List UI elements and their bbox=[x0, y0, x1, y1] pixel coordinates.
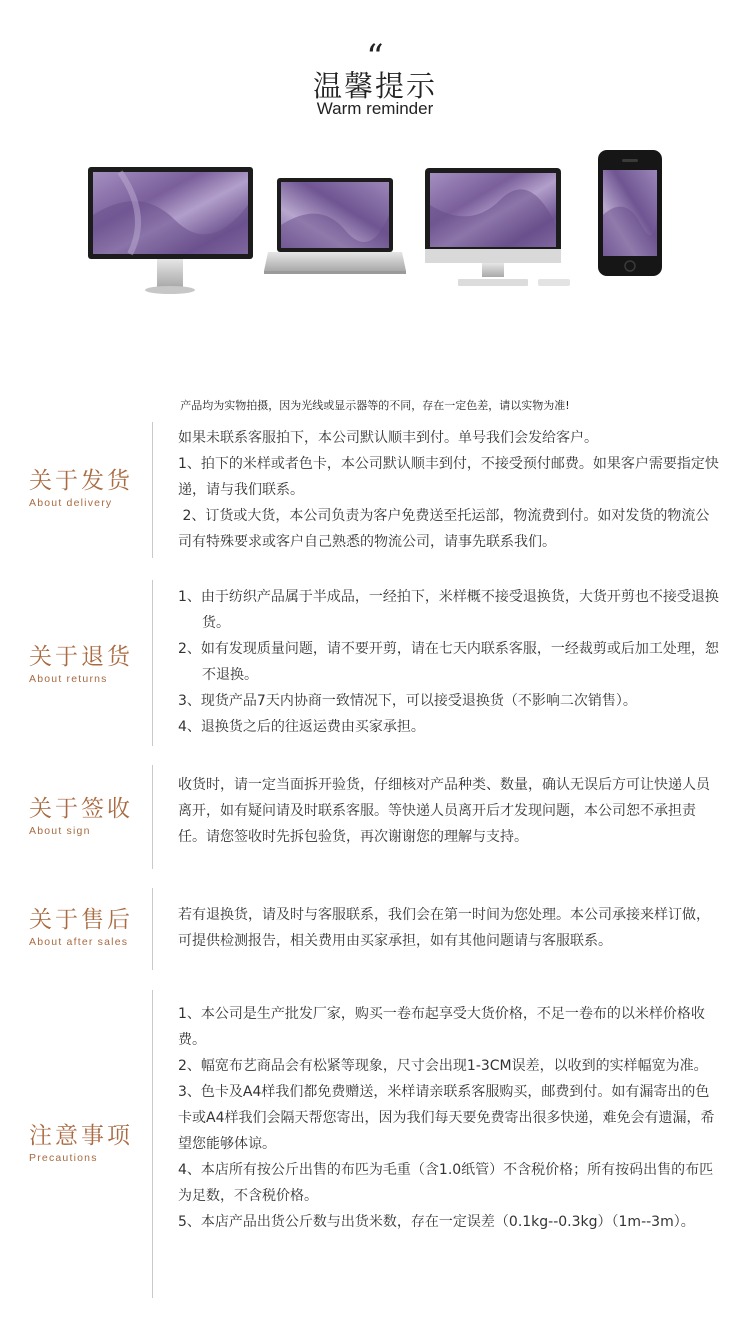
paragraph: 若有退换货，请及时与客服联系，我们会在第一时间为您处理。本公司承接来样订做，可提供检测报告，相关费用由买家承担，如有其他问题请与客服联系。 bbox=[178, 907, 710, 949]
list-item: 4、本店所有按公斤出售的布匹为毛重（含1.0纸管）不含税价格；所有按码出售的布匹为足数，不含税价格。 bbox=[178, 1162, 714, 1204]
list-item: 5、本店产品出货公斤数与出货米数，存在一定误差（0.1kg--0.3kg）（1m--3m）。 bbox=[178, 1214, 695, 1230]
section-title: 关于发货 bbox=[29, 468, 133, 494]
section-title: 注意事项 bbox=[29, 1123, 133, 1149]
section-body bbox=[178, 584, 723, 740]
paragraph: 收货时，请一定当面拆开验货，仔细核对产品种类、数量，确认无误后方可让快递人员离开，如有疑问请及时联系客服。等快递人员离开后才发现问题，本公司恕不承担责任。请您签收时先拆包验货，再次谢谢您的理解与支持。 bbox=[178, 777, 710, 845]
list-item: 3、现货产品7天内协商一致情况下，可以接受退换货（不影响二次销售）。 bbox=[178, 693, 637, 709]
device-illustration bbox=[0, 145, 750, 305]
page-title: 温馨提示 bbox=[312, 69, 437, 103]
quote-mark: “ bbox=[366, 37, 384, 77]
list-item: 2、幅宽布艺商品会有松紧等现象，尺寸会出现1-3CM误差，以收到的实样幅宽为准。 bbox=[178, 1058, 708, 1074]
section-heading bbox=[29, 795, 133, 837]
section-heading bbox=[29, 906, 133, 948]
section-subtitle: Precautions bbox=[29, 1152, 98, 1164]
divider bbox=[152, 990, 153, 1298]
list-item: 3、色卡及A4样我们都免费赠送，米样请亲联系客服购买，邮费到付。如有漏寄出的色卡或A4样我们会隔天帮您寄出，因为我们每天要免费寄出很多快递，难免会有遗漏，希望您能够体谅。 bbox=[178, 1084, 715, 1152]
section-delivery bbox=[0, 420, 750, 560]
section-body bbox=[178, 425, 723, 555]
laptop-icon bbox=[264, 178, 406, 274]
page-subtitle: Warm reminder bbox=[316, 99, 434, 118]
divider bbox=[152, 888, 153, 970]
paragraph: 2、订货或大货，本公司负责为客户免费送至托运部，物流费到付。如对发货的物流公司有特殊要求或客户自己熟悉的物流公司，请事先联系我们。 bbox=[178, 508, 710, 550]
color-disclaimer: 产品均为实物拍摄，因为光线或显示器等的不同，存在一定色差，请以实物为准! bbox=[180, 399, 570, 412]
divider bbox=[152, 422, 153, 558]
list-item: 1、本公司是生产批发厂家，购买一卷布起享受大货价格，不足一卷布的以米样价格收费。 bbox=[178, 1006, 705, 1048]
section-title: 关于退货 bbox=[29, 644, 133, 670]
section-precautions bbox=[0, 990, 750, 1300]
section-heading bbox=[29, 467, 133, 509]
divider bbox=[152, 765, 153, 869]
section-body bbox=[178, 772, 723, 850]
imac-icon bbox=[425, 168, 570, 286]
list-item: 1、由于纺织产品属于半成品，一经拍下，米样概不接受退换货，大货开剪也不接受退换货。 bbox=[178, 589, 719, 631]
section-heading bbox=[29, 1122, 133, 1164]
section-heading bbox=[29, 643, 133, 685]
divider bbox=[152, 580, 153, 746]
paragraph: 如果未联系客服拍下，本公司默认顺丰到付。单号我们会发给客户。 bbox=[178, 430, 598, 446]
section-subtitle: About delivery bbox=[29, 497, 113, 509]
paragraph: 1、拍下的米样或者色卡，本公司默认顺丰到付，不接受预付邮费。如果客户需要指定快递，请与我们联系。 bbox=[178, 456, 719, 498]
section-title: 关于签收 bbox=[29, 796, 133, 822]
smartphone-icon bbox=[598, 150, 662, 276]
section-body bbox=[178, 1001, 723, 1235]
section-body bbox=[178, 902, 723, 954]
section-subtitle: About after sales bbox=[29, 936, 129, 948]
section-subtitle: About sign bbox=[29, 825, 91, 837]
list-item: 4、退换货之后的往返运费由买家承担。 bbox=[178, 719, 425, 735]
section-sign bbox=[0, 765, 750, 870]
section-subtitle: About returns bbox=[29, 673, 108, 685]
section-after-sales bbox=[0, 888, 750, 972]
section-title: 关于售后 bbox=[29, 907, 133, 933]
section-returns bbox=[0, 580, 750, 748]
list-item: 2、如有发现质量问题，请不要开剪，请在七天内联系客服，一经裁剪或后加工处理，恕不退换。 bbox=[178, 641, 719, 683]
monitor-icon bbox=[88, 167, 253, 294]
